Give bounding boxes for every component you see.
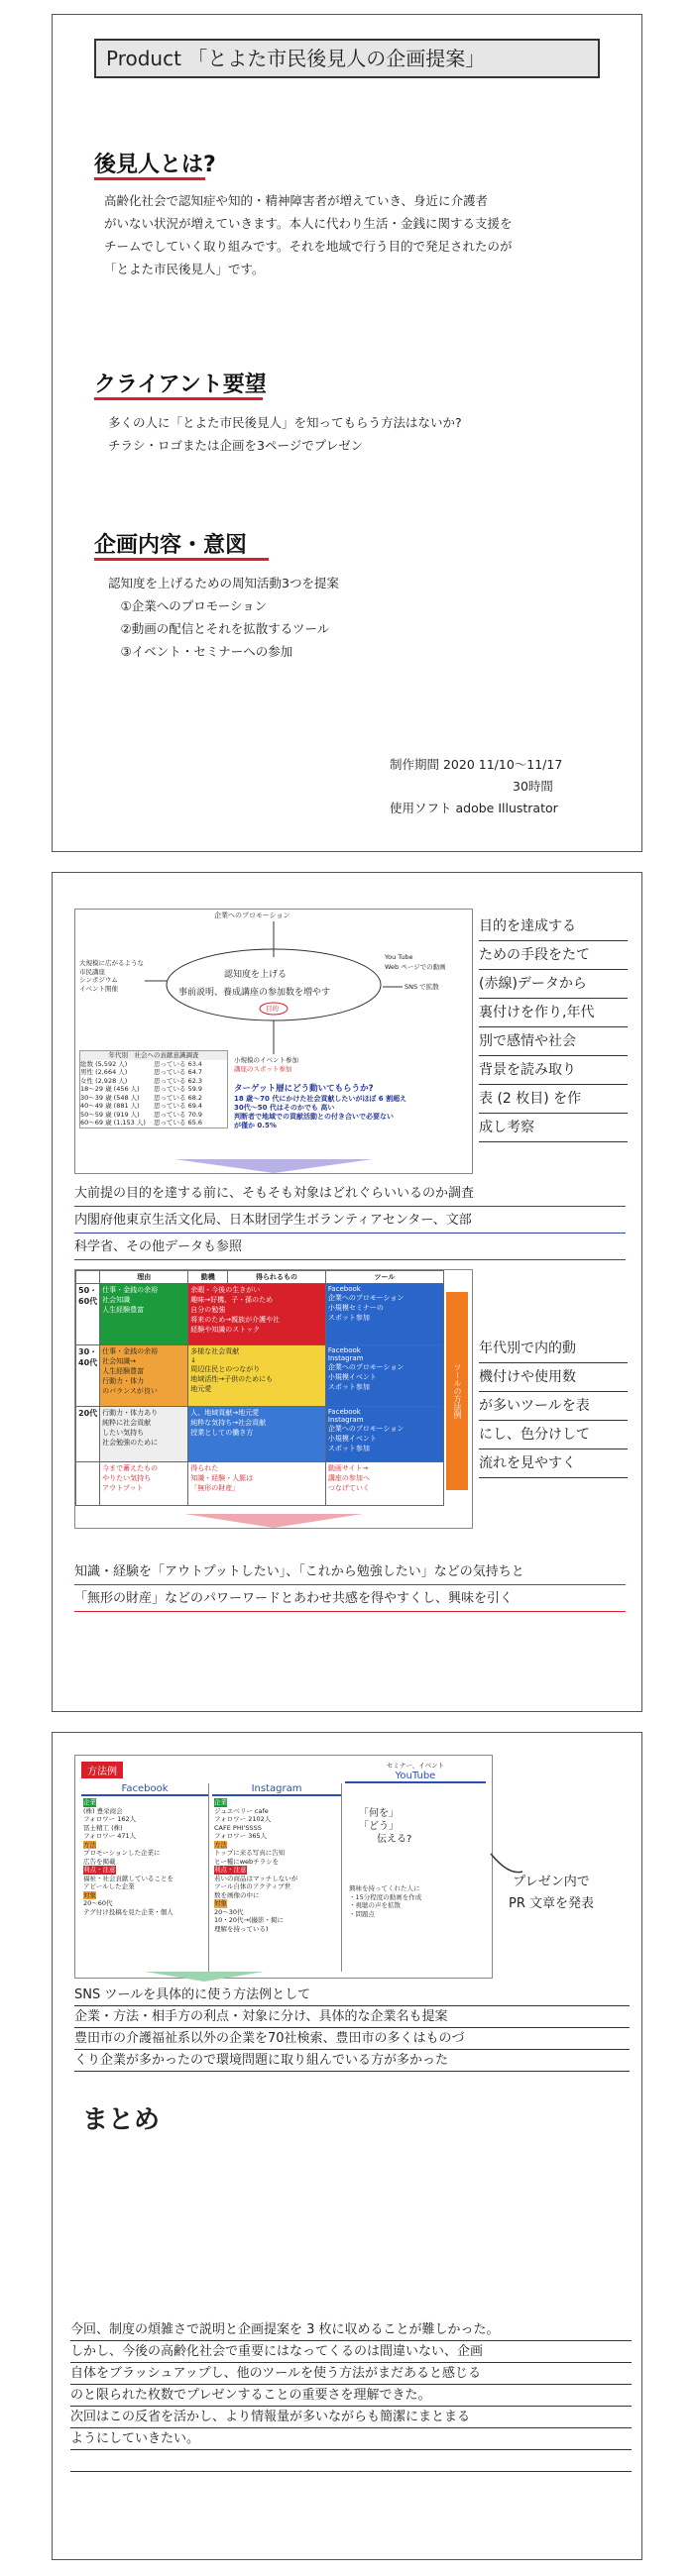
motivation-grid [75, 1270, 444, 1506]
youtube-column: セミナー、イベント YouTube 「何を」 「どう」 伝える? 興味を持ってくれた人に ・15分程度の動画を作成 ・視聴の声を拡散 ・問題点 [345, 1762, 486, 1972]
diagram-web-video: Web ページでの動画 [385, 963, 446, 971]
survey-row: 18〜29 歳 (456 人) 思っている 59.9 [80, 1085, 203, 1093]
diagram-goal: 目的 [266, 1005, 279, 1013]
what-how-bubble: 「何を」 「どう」 伝える? [359, 1808, 412, 1845]
diagram-youtube: You Tube [385, 953, 413, 961]
slide-title: Product 「とよた市民後見人の企画提案」 [94, 39, 600, 78]
heading-underline [94, 397, 263, 400]
slide-3 [52, 1732, 642, 2560]
summary-text: 今回、制度の煩雑さで説明と企画提案を 3 枚に収めることが難しかった。 しかし、今後の高齢化社会で重要にはなってくるのは間違いない、企画 自体をブラッシュアップし、他のツールを使う方法がまだあると感じる のと限られた枚数でプレゼンすることの重要さを理解できた。 次回はこの反省を活かし、より情報量が多いながらも簡潔にまとまる ようにしていきたい。 [70, 2319, 632, 2472]
summary-heading: まとめ [82, 2105, 161, 2135]
side-explanation: 目的を達成する ための手段をたて (赤線)データから 裏付けを作り,年代 別で感情や社会 背景を読み取り 表 (2 枚目) を作 成し考察 [479, 912, 628, 1142]
sns-explanation: SNS ツールを具体的に使う方法例として 企業・方法・相手方の利点・対象に分け、具体的な企業名も提案 豊田市の介護福祉系以外の企業を70社検索、豊田市の多くはものづ くり企業が多かったので環境問題に取り組んでいる方が多かった [74, 1985, 630, 2072]
conclusion-text: 知識・経験を「アウトプットしたい」、「これから勉強したい」などの気持ちと 「無形の財産」などのパワーワードとあわせ共感を得やすくし、興味を引く [74, 1558, 626, 1612]
heading-underline [94, 177, 205, 180]
table-explanation: 年代別で内的動 機付けや使用数 が多いツールを表 にし、色分けして 流れを見やすく [479, 1335, 628, 1478]
tool-method-label: ツールの方法例 [446, 1292, 468, 1490]
survey-row: 40〜49 歳 (881 人) 思っている 69.4 [80, 1102, 203, 1110]
table-header: 理由 動機 得られるもの ツール [76, 1271, 444, 1284]
diagram-center-2: 事前説明、養成講座の参加数を増やす [178, 988, 331, 998]
motivation-table [74, 1269, 473, 1529]
table-row: 20代 行動力・体力あり 純粋に社会貢献 したい気持ち 社会勉強のために 人、地域貢献→地元愛 純粋な気持ち→社会貢献 授業としての働き方 Facebook Instagram 企業へのプロモーション 小規模イベント スポット参加 [76, 1407, 444, 1462]
facebook-column: Facebook 企業 (株) 豊栄商会 フォロワー 162人 冨士精工 (株) フォロワー 471人 方法 プロモーションした企業に 広告を掲載 利点・注意 福祉・社会貢献していることを アピールした企業 対象 20〜60代 テグ付け投稿を見た企業・個人 [81, 1783, 209, 1972]
client-body: 多くの人に「とよた市民後見人」を知ってもらう方法はないか? チラシ・ロゴまたは企画を3ページでプレゼン [108, 415, 462, 453]
slide-2 [52, 872, 642, 1712]
production-meta: 制作期間 2020 11/10〜11/17 30時間 使用ソフト adobe Illustrator [390, 757, 563, 815]
research-text: 大前提の目的を達する前に、そもそも対象はどれぐらいいるのか調査 内閣府他東京生活文化局、日本財団学生ボランティアセンター、文部 科学省、その他データも参照 [74, 1180, 626, 1260]
table-row: 30・40代 仕事・金銭の余裕 社会知識→ 人生経験豊富 行動力・体力 のバランスが良い 多様な社会貢献 ↓ 周辺住民とのつながり 地域活性→子供のためにも 地元愛 Facebook Instagram 企業へのプロモーション 小規模イベント スポット参加 [76, 1345, 444, 1407]
diagram-center-1: 認知度を上げる [224, 970, 288, 980]
diagram-left-note: 大規模に広がるような 市民講座 シンポジウム イベント開催 [79, 959, 144, 993]
survey-row: 30〜39 歳 (548 人) 思っている 68.2 [80, 1093, 203, 1102]
diagram-bottom-right: 小規模のイベント参加 講座のスポット参加 [234, 1056, 298, 1073]
plan-body: 認知度を上げるための周知活動3つを提案 ①企業へのプロモーション ②動画の配信とそれを拡散するツール ③イベント・セミナーへの参加 [108, 576, 339, 659]
presentation-note: プレゼン内で PR 文章を発表 [509, 1875, 595, 1911]
survey-row: 60〜69 歳 (1,153 人) 思っている 65.6 [80, 1119, 203, 1127]
diagram-top-label: 企業へのプロモーション [214, 912, 290, 919]
method-tag: 方法例 [81, 1762, 123, 1778]
slide-1 [52, 14, 642, 852]
heading-underline [94, 558, 269, 561]
diagram-sns: SNS で拡散 [405, 983, 439, 991]
diagram-down-arrow [174, 1159, 373, 1173]
table-down-arrow [184, 1514, 363, 1528]
heading-guardian: 後見人とは? [94, 148, 216, 182]
survey-row: 男性 (2,664 人) 思っている 64.7 [80, 1068, 203, 1076]
survey-row: 総数 (5,592 人) 思っている 63.4 [80, 1059, 203, 1068]
heading-client: クライアント要望 [94, 368, 267, 402]
guardian-body: 高齢化社会で認知症や知的・精神障害者が増えていき、身近に介護者 がいない状況が増えていきます。本人に代わり生活・金銭に関する支援を チームでしていく取り組みです。それを地域で行う目的で発足されたのが 「とよた市民後見人」です。 [104, 193, 513, 276]
survey-table: 年代別 社会への貢献意識調査 総数 (5,592 人) 思っている 63.4 男性 (2,664 人) 思っている 64.7 女性 (2,928 人) 思っている 62.3 18〜29 歳 (456 人) 思っている 59.9 30〜39 歳 (548 人) 思っている 68.2 40〜49 歳 (881 人) 思っている 69.4 50〜59 歳 (919 人) 思っている 70.9 60〜69 歳 (1,153 人) 思っている 65.6 [79, 1050, 228, 1128]
survey-row: 50〜59 歳 (919 人) 思っている 70.9 [80, 1110, 203, 1119]
table-row: 50・60代 仕事・金銭の余裕 社会知識 人生経験豊富 余暇・今後の生きがい 趣味→好機、子・孫のため 自分の勉強 将来のため→親族が介護や社 経験や知識のストック Facebook 企業へのプロモーション 小規模セミナーの スポット参加 [76, 1284, 444, 1345]
methods-down-arrow [145, 1972, 264, 1982]
survey-row: 女性 (2,928 人) 思っている 62.3 [80, 1076, 203, 1085]
heading-plan: 企画内容・意図 [94, 528, 247, 563]
diagram-arrows [75, 910, 472, 1173]
sns-methods [74, 1755, 493, 1979]
instagram-column: Instagram 企業 ジュエベリー cafe フォロワー 2102人 CAFE PHI'SSSS フォロワー 365人 方法 トップに来る写真に告知 ヒー種にwebチラシを 利点・注意 若いの商品はマッチしないが ツール自体のアクティブ世 数を画像の中に 対象 20〜30代 10・20代→(撮影・掲に 理解を持っている) [212, 1783, 342, 1972]
table-row: 今まで蓄えたもの やりたい気持ち アウトプット 得られた 知識・経験・人脈は 「無形の財産」 動画サイト→ 講座の参加へ つなげていく [76, 1462, 444, 1506]
goal-diagram [74, 909, 473, 1174]
diagram-target: ターゲット層にどう動いてもらうか? 18 歳〜70 代にかけた社会貢献したいがほぼ 6 割超え 30代〜50 代はそのかでも 高い 判断者で地域での貢献活動との付き合いで必要ない が僅か 0.5% [234, 1084, 407, 1129]
